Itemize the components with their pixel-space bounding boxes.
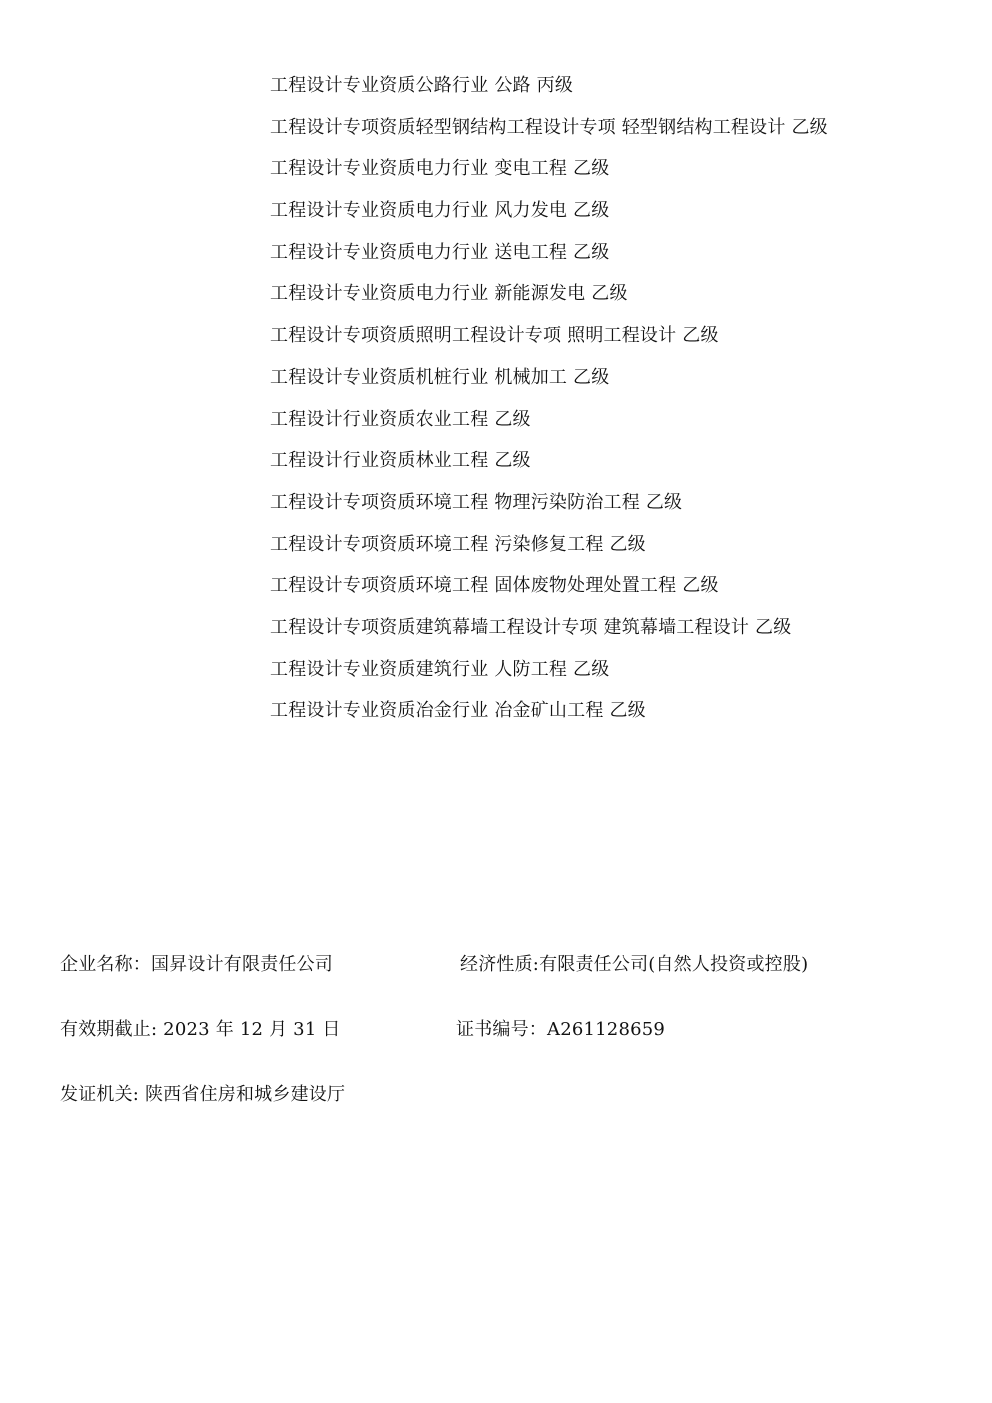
valid-until: 有效期截止: 2023 年 12 月 31 日	[60, 1019, 341, 1040]
qualification-item: 工程设计专业资质机桩行业 机械加工 乙级	[270, 366, 610, 388]
qualification-item: 工程设计专业资质电力行业 变电工程 乙级	[270, 158, 610, 180]
qualification-item: 工程设计专业资质建筑行业 人防工程 乙级	[270, 658, 610, 680]
qualification-item: 工程设计专项资质环境工程 污染修复工程 乙级	[270, 533, 646, 555]
qualification-item: 工程设计专业资质电力行业 送电工程 乙级	[270, 241, 610, 263]
qualification-item: 工程设计专业资质电力行业 新能源发电 乙级	[270, 283, 628, 305]
qualification-item: 工程设计专项资质轻型钢结构工程设计专项 轻型钢结构工程设计 乙级	[270, 116, 828, 138]
qualification-list	[270, 70, 828, 737]
qualification-item: 工程设计专业资质冶金行业 冶金矿山工程 乙级	[270, 700, 646, 722]
economic-nature: 经济性质:有限责任公司(自然人投资或控股)	[460, 954, 809, 975]
qualification-item: 工程设计专项资质环境工程 固体废物处理处置工程 乙级	[270, 575, 719, 597]
qualification-item: 工程设计行业资质农业工程 乙级	[270, 408, 531, 430]
certificate-number: 证书编号：A261128659	[456, 1019, 666, 1040]
issuing-authority: 发证机关: 陕西省住房和城乡建设厅	[60, 1084, 346, 1105]
qualification-item: 工程设计专项资质建筑幕墙工程设计专项 建筑幕墙工程设计 乙级	[270, 616, 792, 638]
qualification-item: 工程设计行业资质林业工程 乙级	[270, 450, 531, 472]
qualification-item: 工程设计专项资质环境工程 物理污染防治工程 乙级	[270, 491, 683, 513]
qualification-item: 工程设计专业资质电力行业 风力发电 乙级	[270, 200, 610, 222]
company-name: 企业名称：国昇设计有限责任公司	[60, 954, 333, 975]
qualification-item: 工程设计专项资质照明工程设计专项 照明工程设计 乙级	[270, 325, 719, 347]
qualification-item: 工程设计专业资质公路行业 公路 丙级	[270, 75, 574, 96]
